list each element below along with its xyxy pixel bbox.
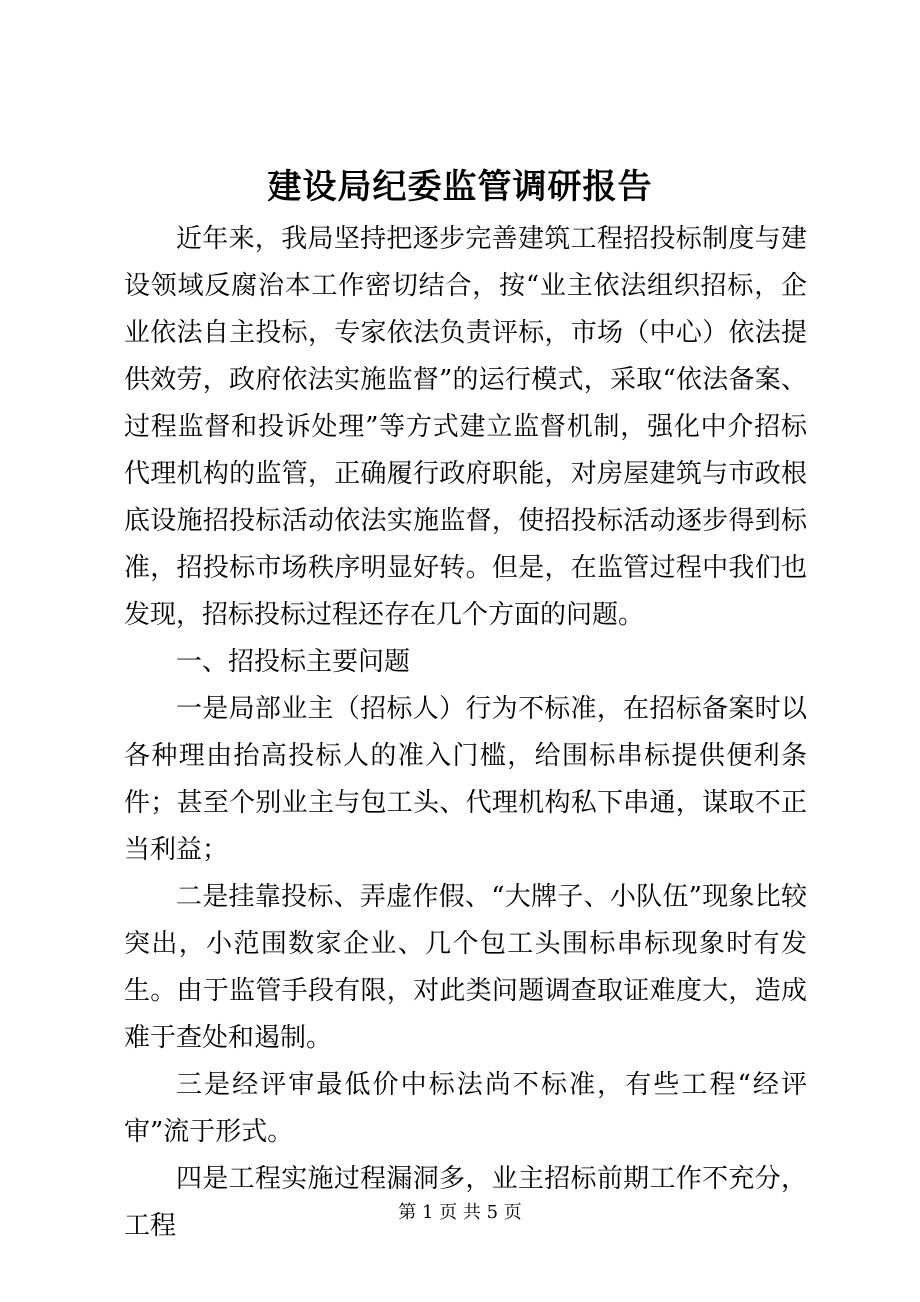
page-number-footer: 第 1 页 共 5 页 — [398, 1202, 522, 1223]
paragraph-intro: 近年来，我局坚持把逐步完善建筑工程招投标制度与建设领域反腐治本工作密切结合，按“业主依法组织招标，企业依法自主投标，专家依法负责评标，市场（中心）依法提供效劳，政府依法实施监督”的运行模式，采取“依法备案、过程监督和投诉处理”等方式建立监督机制，强化中介招标代理机构的监管，正确履行政府职能，对房屋建筑与市政根底设施招投标活动依法实施监督，使招投标活动逐步得到标准，招投标市场秩序明显好转。但是，在监管过程中我们也发现，招标投标过程还存在几个方面的问题。 — [124, 224, 807, 630]
document-body — [124, 216, 807, 1250]
paragraph-issue-2: 二是挂靠投标、弄虚作假、“大牌子、小队伍”现象比较突出，小范围数家企业、几个包工头围标串标现象时有发生。由于监管手段有限，对此类问题调查取证难度大，造成难于查处和遏制。 — [124, 882, 807, 1053]
paragraph-issue-4: 四是工程实施过程漏洞多，业主招标前期工作不充分，工程 — [124, 1164, 807, 1241]
paragraph-issue-3: 三是经评审最低价中标法尚不标准，有些工程“经评审”流于形式。 — [124, 1070, 807, 1147]
paragraph-issue-1: 一是局部业主（招标人）行为不标准，在招标备案时以各种理由抬高投标人的准入门槛，给围标串标提供便利条件；甚至个别业主与包工头、代理机构私下串通，谋取不正当利益； — [124, 694, 807, 865]
section-heading: 一、招投标主要问题 — [176, 647, 411, 677]
document-title: 建设局纪委监管调研报告 — [267, 167, 653, 207]
